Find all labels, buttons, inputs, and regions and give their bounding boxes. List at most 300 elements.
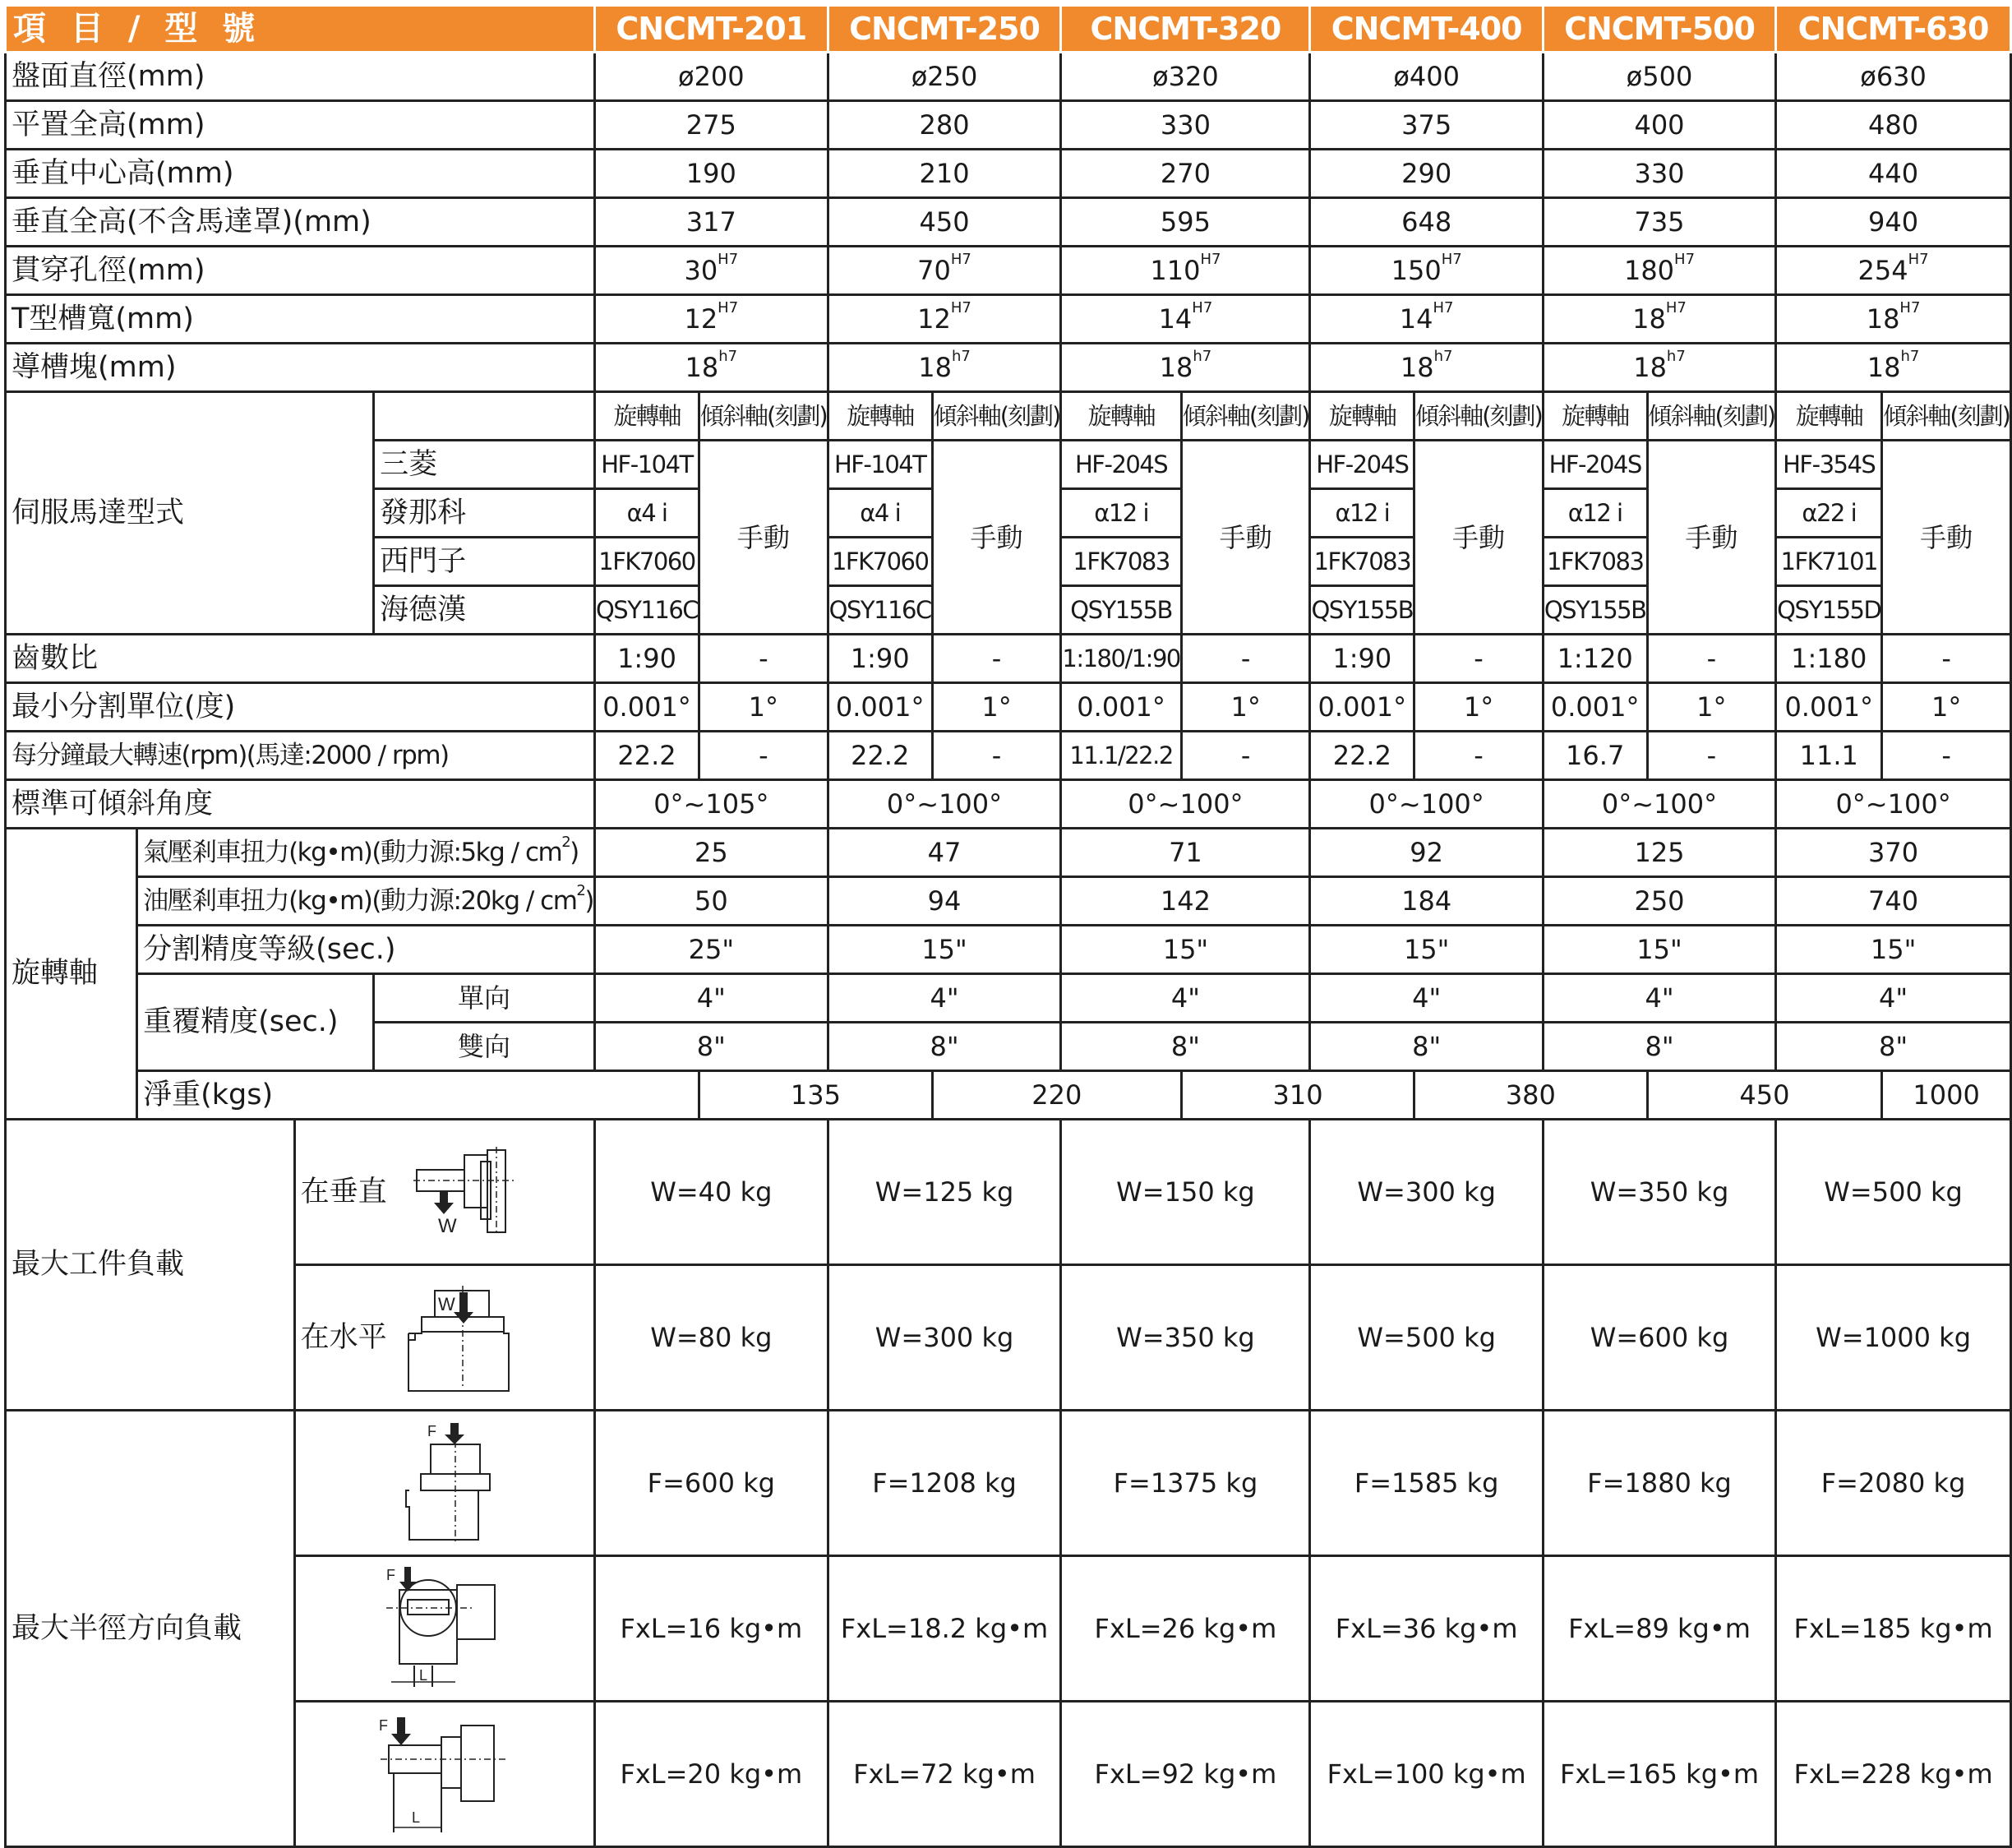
model-header-5: [1776, 6, 2011, 53]
value-cell: [1776, 1556, 2011, 1702]
rotary-uni-row: [6, 974, 2011, 1023]
value-cell: [1061, 247, 1310, 295]
oil-brake-label-text: 油壓剎車扭力(kg•m)(動力源:20kg / cm: [143, 885, 577, 916]
value-cell-text: FxL=26 kg•m: [1094, 1613, 1277, 1644]
brand-label-text: 三菱: [380, 447, 438, 481]
tilt-value-text: 1°: [1696, 691, 1727, 723]
value-cell-text: 440: [1868, 158, 1919, 189]
value-cell: [1061, 1120, 1310, 1265]
motor-model-text: α12 i: [1094, 498, 1148, 527]
spec-table: [4, 4, 2012, 1848]
rotary-value: [1061, 732, 1181, 780]
value-cell-text: ø200: [677, 61, 745, 92]
value-cell-text: 0°~100°: [1601, 788, 1718, 820]
spec-row: [6, 101, 2011, 150]
value-cell: [1776, 1702, 2011, 1847]
value-cell: [594, 101, 828, 150]
value-cell: [594, 1120, 828, 1265]
motor-model-text: α4 i: [626, 498, 667, 527]
tilt-value: [1414, 683, 1544, 732]
value-cell: [1543, 344, 1775, 392]
value-cell-text: ø250: [911, 61, 978, 92]
axis-tilt-text: 傾斜軸(刻劃): [1883, 401, 2010, 430]
value-cell-text: F=2080 kg: [1820, 1467, 1966, 1499]
row-label-text: 標準可傾斜角度: [12, 787, 214, 820]
value-cell-text: F=600 kg: [647, 1467, 775, 1499]
header-item-label: [6, 6, 595, 53]
axis-tilt-text: 傾斜軸(刻劃): [1648, 401, 1775, 430]
motor-model: [1310, 538, 1414, 586]
row-label: [6, 295, 595, 344]
spec-row-max_speed: [6, 732, 2011, 780]
value-cell: [1543, 974, 1775, 1023]
value-cell-text: 71: [1169, 837, 1202, 868]
row-label-text: 垂直全高(不含馬達罩)(mm): [12, 205, 371, 238]
value-cell: [1061, 780, 1310, 829]
value-cell-text: F=1880 kg: [1587, 1467, 1732, 1499]
air-brake-label-text: 氣壓剎車扭力(kg•m)(動力源:5kg / cm: [143, 837, 562, 867]
row-label-text: T型槽寬(mm): [12, 302, 194, 335]
moment-load-diagram: [379, 1712, 510, 1836]
rotary-value: [594, 635, 699, 683]
value-cell-text: FxL=92 kg•m: [1094, 1758, 1277, 1790]
value-cell-text: 25: [694, 837, 728, 868]
spec-row-tilt: [6, 780, 2011, 829]
value-cell-text: 595: [1160, 206, 1211, 238]
value-cell-text: W=350 kg: [1116, 1322, 1255, 1353]
tolerance-superscript: H7: [718, 251, 739, 268]
value-cell: [1061, 974, 1310, 1023]
value-cell-text: 210: [919, 158, 970, 189]
value-cell: [1776, 1265, 2011, 1411]
workload-label: [6, 1120, 295, 1411]
axis-rotary: [1776, 392, 1882, 441]
value-cell-text: 250: [1634, 885, 1685, 917]
value-cell: [1061, 198, 1310, 247]
rotary-value-text: 1:90: [1332, 643, 1392, 674]
vertical-diagram-cell: [294, 1120, 594, 1265]
value-cell: [1061, 101, 1310, 150]
model-header-2: [1061, 6, 1310, 53]
model-header-4: [1543, 6, 1775, 53]
row-label: [6, 150, 595, 198]
value-cell: [828, 877, 1061, 926]
tilt-value: [1882, 732, 2011, 780]
tilt-value: [1414, 732, 1544, 780]
value-cell-text: 450: [919, 206, 970, 238]
tolerance-superscript: 2: [561, 833, 570, 851]
motor-model-text: QSY116C: [828, 595, 931, 624]
value-cell-text: 317: [685, 206, 736, 238]
value-cell-text: 18: [1867, 352, 1901, 383]
axis-tilt-text: 傾斜軸(刻劃): [1182, 401, 1309, 430]
motor-model-text: QSY155D: [1777, 595, 1881, 624]
rotary-value-text: 16.7: [1566, 740, 1625, 771]
tilt-value: [699, 683, 828, 732]
bi-label: [374, 1023, 595, 1071]
tilt-value: [1882, 635, 2011, 683]
value-cell-text: 270: [1160, 158, 1211, 189]
motor-model: [1310, 586, 1414, 635]
value-cell-text: ø320: [1152, 61, 1219, 92]
spec-row-guide: [6, 344, 2011, 392]
value-cell-text: 0°~100°: [1368, 788, 1484, 820]
value-cell: [1543, 926, 1775, 974]
manual-cell: [1414, 441, 1544, 635]
model-header-5-text: CNCMT-630: [1797, 11, 1989, 47]
value-cell: [1061, 829, 1310, 877]
value-cell: [1310, 295, 1543, 344]
header-item-label-text: 項 目 / 型 號: [13, 10, 262, 48]
value-cell: [1543, 1411, 1775, 1556]
tilt-value-text: -: [1474, 643, 1484, 674]
value-cell-text: 14: [1399, 303, 1433, 335]
motor-model-text: 1FK7101: [1780, 547, 1877, 575]
tilt-value-text: -: [759, 740, 768, 771]
value-cell: [1310, 1556, 1543, 1702]
value-cell: [1310, 974, 1543, 1023]
value-cell: [1776, 247, 2011, 295]
motor-model-text: HF-104T: [833, 450, 926, 478]
manual-cell-text: 手動: [1685, 521, 1738, 553]
value-cell: [1543, 877, 1775, 926]
motor-model-text: HF-204S: [1548, 450, 1641, 478]
row-label: [6, 198, 595, 247]
value-cell-text: FxL=100 kg•m: [1327, 1758, 1526, 1790]
tolerance-superscript: h7: [951, 348, 971, 365]
tilt-value: [1181, 683, 1310, 732]
brand-label-text: 西門子: [380, 544, 467, 578]
value-cell-text: 4": [1170, 982, 1200, 1014]
tilt-value-text: 1°: [1463, 691, 1494, 723]
value-cell: [1776, 295, 2011, 344]
value-cell-text: 0°~100°: [1835, 788, 1951, 820]
value-cell: [1776, 198, 2011, 247]
value-cell: [594, 1265, 828, 1411]
tolerance-superscript: h7: [1900, 348, 1920, 365]
value-cell: [1181, 1071, 1414, 1120]
value-cell-text: 50: [694, 885, 728, 917]
axis-tilt-text: 傾斜軸(刻劃): [1415, 401, 1542, 430]
value-cell: [594, 1556, 828, 1702]
value-cell: [1543, 829, 1775, 877]
value-cell: [1310, 1120, 1543, 1265]
row-label-text: 齒數比: [12, 641, 99, 675]
workload-label-text: 最大工件負載: [12, 1248, 185, 1281]
value-cell-text: FxL=89 kg•m: [1568, 1613, 1751, 1644]
tilt-value: [1181, 635, 1310, 683]
motor-model-text: HF-104T: [601, 450, 693, 478]
brand-label-text: 發那科: [380, 496, 467, 529]
motor-model: [1061, 441, 1181, 489]
value-cell-text: 740: [1868, 885, 1919, 917]
radial-diagram-cell: [294, 1556, 594, 1702]
value-cell-text: 8": [1879, 1031, 1908, 1062]
tolerance-superscript: H7: [1674, 251, 1696, 268]
model-header-1: [828, 6, 1061, 53]
value-cell-text: 370: [1868, 837, 1919, 868]
axis-rotary-text: 旋轉軸: [847, 401, 914, 430]
motor-model: [828, 586, 932, 635]
value-cell: [1776, 344, 2011, 392]
rotary-value-text: 22.2: [851, 740, 910, 771]
spec-row: [6, 198, 2011, 247]
value-cell: [1543, 1702, 1775, 1847]
servo-label: [6, 392, 374, 635]
row-label: [6, 780, 595, 829]
uni-label: [374, 974, 595, 1023]
value-cell-text: 180: [1623, 255, 1675, 286]
value-cell: [594, 344, 828, 392]
accuracy-label-text: 分割精度等級(sec.): [143, 932, 396, 966]
value-cell-text: W=125 kg: [874, 1176, 1014, 1208]
spec-row: [6, 53, 2011, 101]
axis-rotary: [594, 392, 699, 441]
brand-label-text: 海德漢: [380, 593, 467, 626]
value-cell: [828, 344, 1061, 392]
svg-text:F: F: [378, 1717, 388, 1734]
rotary-value-text: 0.001°: [835, 691, 925, 723]
axis-rotary: [1310, 392, 1414, 441]
axis-rotary-text: 旋轉軸: [1087, 401, 1155, 430]
motor-model: [594, 489, 699, 538]
value-cell-text: W=500 kg: [1824, 1176, 1963, 1208]
weight-row: [6, 1071, 2011, 1120]
value-cell: [828, 101, 1061, 150]
oil-brake-label: [137, 877, 595, 926]
vertical-label: 在垂直: [300, 1175, 387, 1208]
tilt-value-text: -: [991, 643, 1002, 674]
rotary-value: [1061, 683, 1181, 732]
value-cell-text: 18: [918, 352, 952, 383]
value-cell-text: 150: [1391, 255, 1442, 286]
row-label: [6, 344, 595, 392]
value-cell-text: 375: [1401, 109, 1452, 141]
value-cell: [1061, 150, 1310, 198]
row-label: [6, 53, 595, 101]
vertical-load-diagram: [392, 1147, 524, 1237]
value-cell: [594, 1411, 828, 1556]
rotary-value-text: 11.1/22.2: [1069, 741, 1173, 769]
value-cell-text: W=80 kg: [650, 1322, 773, 1353]
motor-model-text: HF-204S: [1075, 450, 1168, 478]
value-cell: [1543, 101, 1775, 150]
svg-text:L: L: [411, 1809, 420, 1826]
value-cell: [1310, 829, 1543, 877]
value-cell: [828, 1411, 1061, 1556]
value-cell-text: 4": [1645, 982, 1674, 1014]
manual-cell-text: 手動: [1452, 521, 1506, 553]
blank-cell: [374, 392, 595, 441]
value-cell-text: 92: [1410, 837, 1444, 868]
value-cell-text: W=1000 kg: [1816, 1322, 1972, 1353]
value-cell: [1882, 1071, 2011, 1120]
value-cell-text: 18: [1632, 303, 1666, 335]
value-cell: [828, 1023, 1061, 1071]
value-cell: [594, 198, 828, 247]
value-cell-text: 4": [930, 982, 959, 1014]
axis-rotary: [1061, 392, 1181, 441]
motor-model: [1061, 538, 1181, 586]
value-cell: [932, 1071, 1181, 1120]
value-cell: [1776, 926, 2011, 974]
value-cell: [1310, 1411, 1543, 1556]
value-cell: [1543, 198, 1775, 247]
svg-text:L: L: [418, 1667, 427, 1684]
rotary-value: [1776, 635, 1882, 683]
value-cell-text: FxL=16 kg•m: [620, 1613, 803, 1644]
manual-cell-text: 手動: [1219, 521, 1272, 553]
radial-diagram-cell: [294, 1411, 594, 1556]
rotary-air-row: [6, 829, 2011, 877]
svg-text:W: W: [437, 1294, 455, 1314]
value-cell: [1310, 247, 1543, 295]
row-label-text: 最小分割單位(度): [12, 690, 236, 723]
value-cell: [594, 150, 828, 198]
value-cell: [1310, 1023, 1543, 1071]
rotary-value: [1543, 732, 1647, 780]
value-cell-text: W=40 kg: [650, 1176, 773, 1208]
tilt-value: [1647, 635, 1776, 683]
value-cell: [1310, 877, 1543, 926]
value-cell-text: 25": [688, 934, 735, 965]
value-cell-text: 8": [930, 1031, 959, 1062]
tolerance-superscript: 2: [576, 881, 585, 899]
spec-row-bore: [6, 247, 2011, 295]
row-label-text: 貫穿孔徑(mm): [12, 253, 205, 287]
manual-cell: [1181, 441, 1310, 635]
value-cell-text: ø400: [1393, 61, 1460, 92]
value-cell-text: FxL=72 kg•m: [853, 1758, 1036, 1790]
axial-load-diagram: [399, 1421, 490, 1545]
brand-label: [374, 441, 595, 489]
value-cell-text: 1000: [1913, 1079, 1980, 1111]
motor-model-text: 1FK7083: [1073, 547, 1170, 575]
axis-tilt: [1647, 392, 1776, 441]
axis-tilt: [1882, 392, 2011, 441]
value-cell: [1310, 150, 1543, 198]
value-cell-text: 0°~105°: [653, 788, 769, 820]
rotary-value-text: 0.001°: [1077, 691, 1165, 723]
value-cell: [1543, 295, 1775, 344]
value-cell-text: FxL=185 kg•m: [1793, 1613, 1993, 1644]
tolerance-superscript: H7: [1441, 251, 1462, 268]
rotary-value-text: 0.001°: [1317, 691, 1407, 723]
radial-load-diagram: [383, 1567, 506, 1690]
value-cell: [1776, 53, 2011, 101]
row-label-text: 盤面直徑(mm): [12, 59, 205, 93]
tilt-value-text: -: [1941, 643, 1951, 674]
value-cell: [1543, 53, 1775, 101]
value-cell: [1543, 150, 1775, 198]
value-cell-text: 94: [927, 885, 962, 917]
value-cell-text: 0°~100°: [1128, 788, 1244, 820]
value-cell-text: 0°~100°: [886, 788, 1003, 820]
motor-model: [1543, 538, 1647, 586]
value-cell-text: 8": [1645, 1031, 1674, 1062]
horizontal-load-diagram: [392, 1284, 524, 1391]
value-cell: [1543, 1265, 1775, 1411]
motor-model-text: QSY116C: [595, 595, 699, 624]
value-cell-text: 254: [1857, 255, 1908, 286]
motor-model-text: QSY155B: [1311, 595, 1414, 624]
tilt-value: [699, 635, 828, 683]
motor-model-text: α22 i: [1802, 498, 1857, 527]
value-cell-text: 110: [1150, 255, 1201, 286]
value-cell-text: 8": [696, 1031, 726, 1062]
radial-diagram-cell: [294, 1702, 594, 1847]
value-cell-text: 330: [1634, 158, 1685, 189]
axis-tilt-text: 傾斜軸(刻劃): [933, 401, 1060, 430]
value-cell-text: 4": [1879, 982, 1908, 1014]
value-cell-text: FxL=36 kg•m: [1335, 1613, 1518, 1644]
rotary-value-text: 1:90: [850, 643, 910, 674]
value-cell: [1776, 1023, 2011, 1071]
model-header-2-text: CNCMT-320: [1090, 11, 1281, 47]
motor-model: [828, 441, 932, 489]
model-header-1-text: CNCMT-250: [849, 11, 1040, 47]
motor-model-text: 1FK7083: [1546, 547, 1644, 575]
value-cell-text: 14: [1158, 303, 1193, 335]
spec-row-min_div: [6, 683, 2011, 732]
rotary-accuracy-row: [6, 926, 2011, 974]
value-cell-text: 735: [1634, 206, 1685, 238]
value-cell-text: W=600 kg: [1590, 1322, 1729, 1353]
value-cell: [594, 829, 828, 877]
value-cell-text: 4": [696, 982, 726, 1014]
value-cell: [1543, 780, 1775, 829]
value-cell-text: 135: [790, 1079, 841, 1111]
motor-model: [1776, 441, 1882, 489]
tolerance-superscript: H7: [950, 299, 971, 316]
value-cell: [594, 1702, 828, 1847]
value-cell-text: 648: [1401, 206, 1452, 238]
manual-cell-text: 手動: [736, 521, 790, 553]
value-cell-text: F=1585 kg: [1354, 1467, 1499, 1499]
value-cell-text: ø630: [1860, 61, 1927, 92]
tilt-value: [1414, 635, 1544, 683]
brand-label: [374, 489, 595, 538]
tilt-value-text: -: [1240, 740, 1251, 771]
bi-label-text: 雙向: [458, 1031, 511, 1062]
value-cell: [594, 1023, 828, 1071]
rotary-label-text: 旋轉軸: [12, 957, 99, 990]
motor-model: [1310, 441, 1414, 489]
value-cell: [1310, 1702, 1543, 1847]
radial-label: [6, 1411, 295, 1847]
tolerance-superscript: h7: [718, 348, 738, 365]
row-label: [6, 683, 595, 732]
value-cell-text: 280: [919, 109, 970, 141]
tolerance-superscript: h7: [1666, 348, 1686, 365]
motor-model-text: α4 i: [860, 498, 901, 527]
rotary-value-text: 1:120: [1557, 643, 1633, 674]
motor-model-text: 1FK7060: [598, 547, 695, 575]
value-cell-text: 15": [1636, 934, 1682, 965]
rotary-value: [594, 683, 699, 732]
row-label-text: 垂直中心高(mm): [12, 156, 234, 190]
rotary-value: [1543, 683, 1647, 732]
value-cell: [1310, 1265, 1543, 1411]
motor-model: [1776, 489, 1882, 538]
axis-tilt: [1181, 392, 1310, 441]
paren: ): [570, 837, 579, 867]
rotary-label: [6, 829, 137, 1120]
brand-label: [374, 538, 595, 586]
uni-label-text: 單向: [458, 982, 511, 1014]
value-cell: [1061, 1023, 1310, 1071]
value-cell: [594, 53, 828, 101]
